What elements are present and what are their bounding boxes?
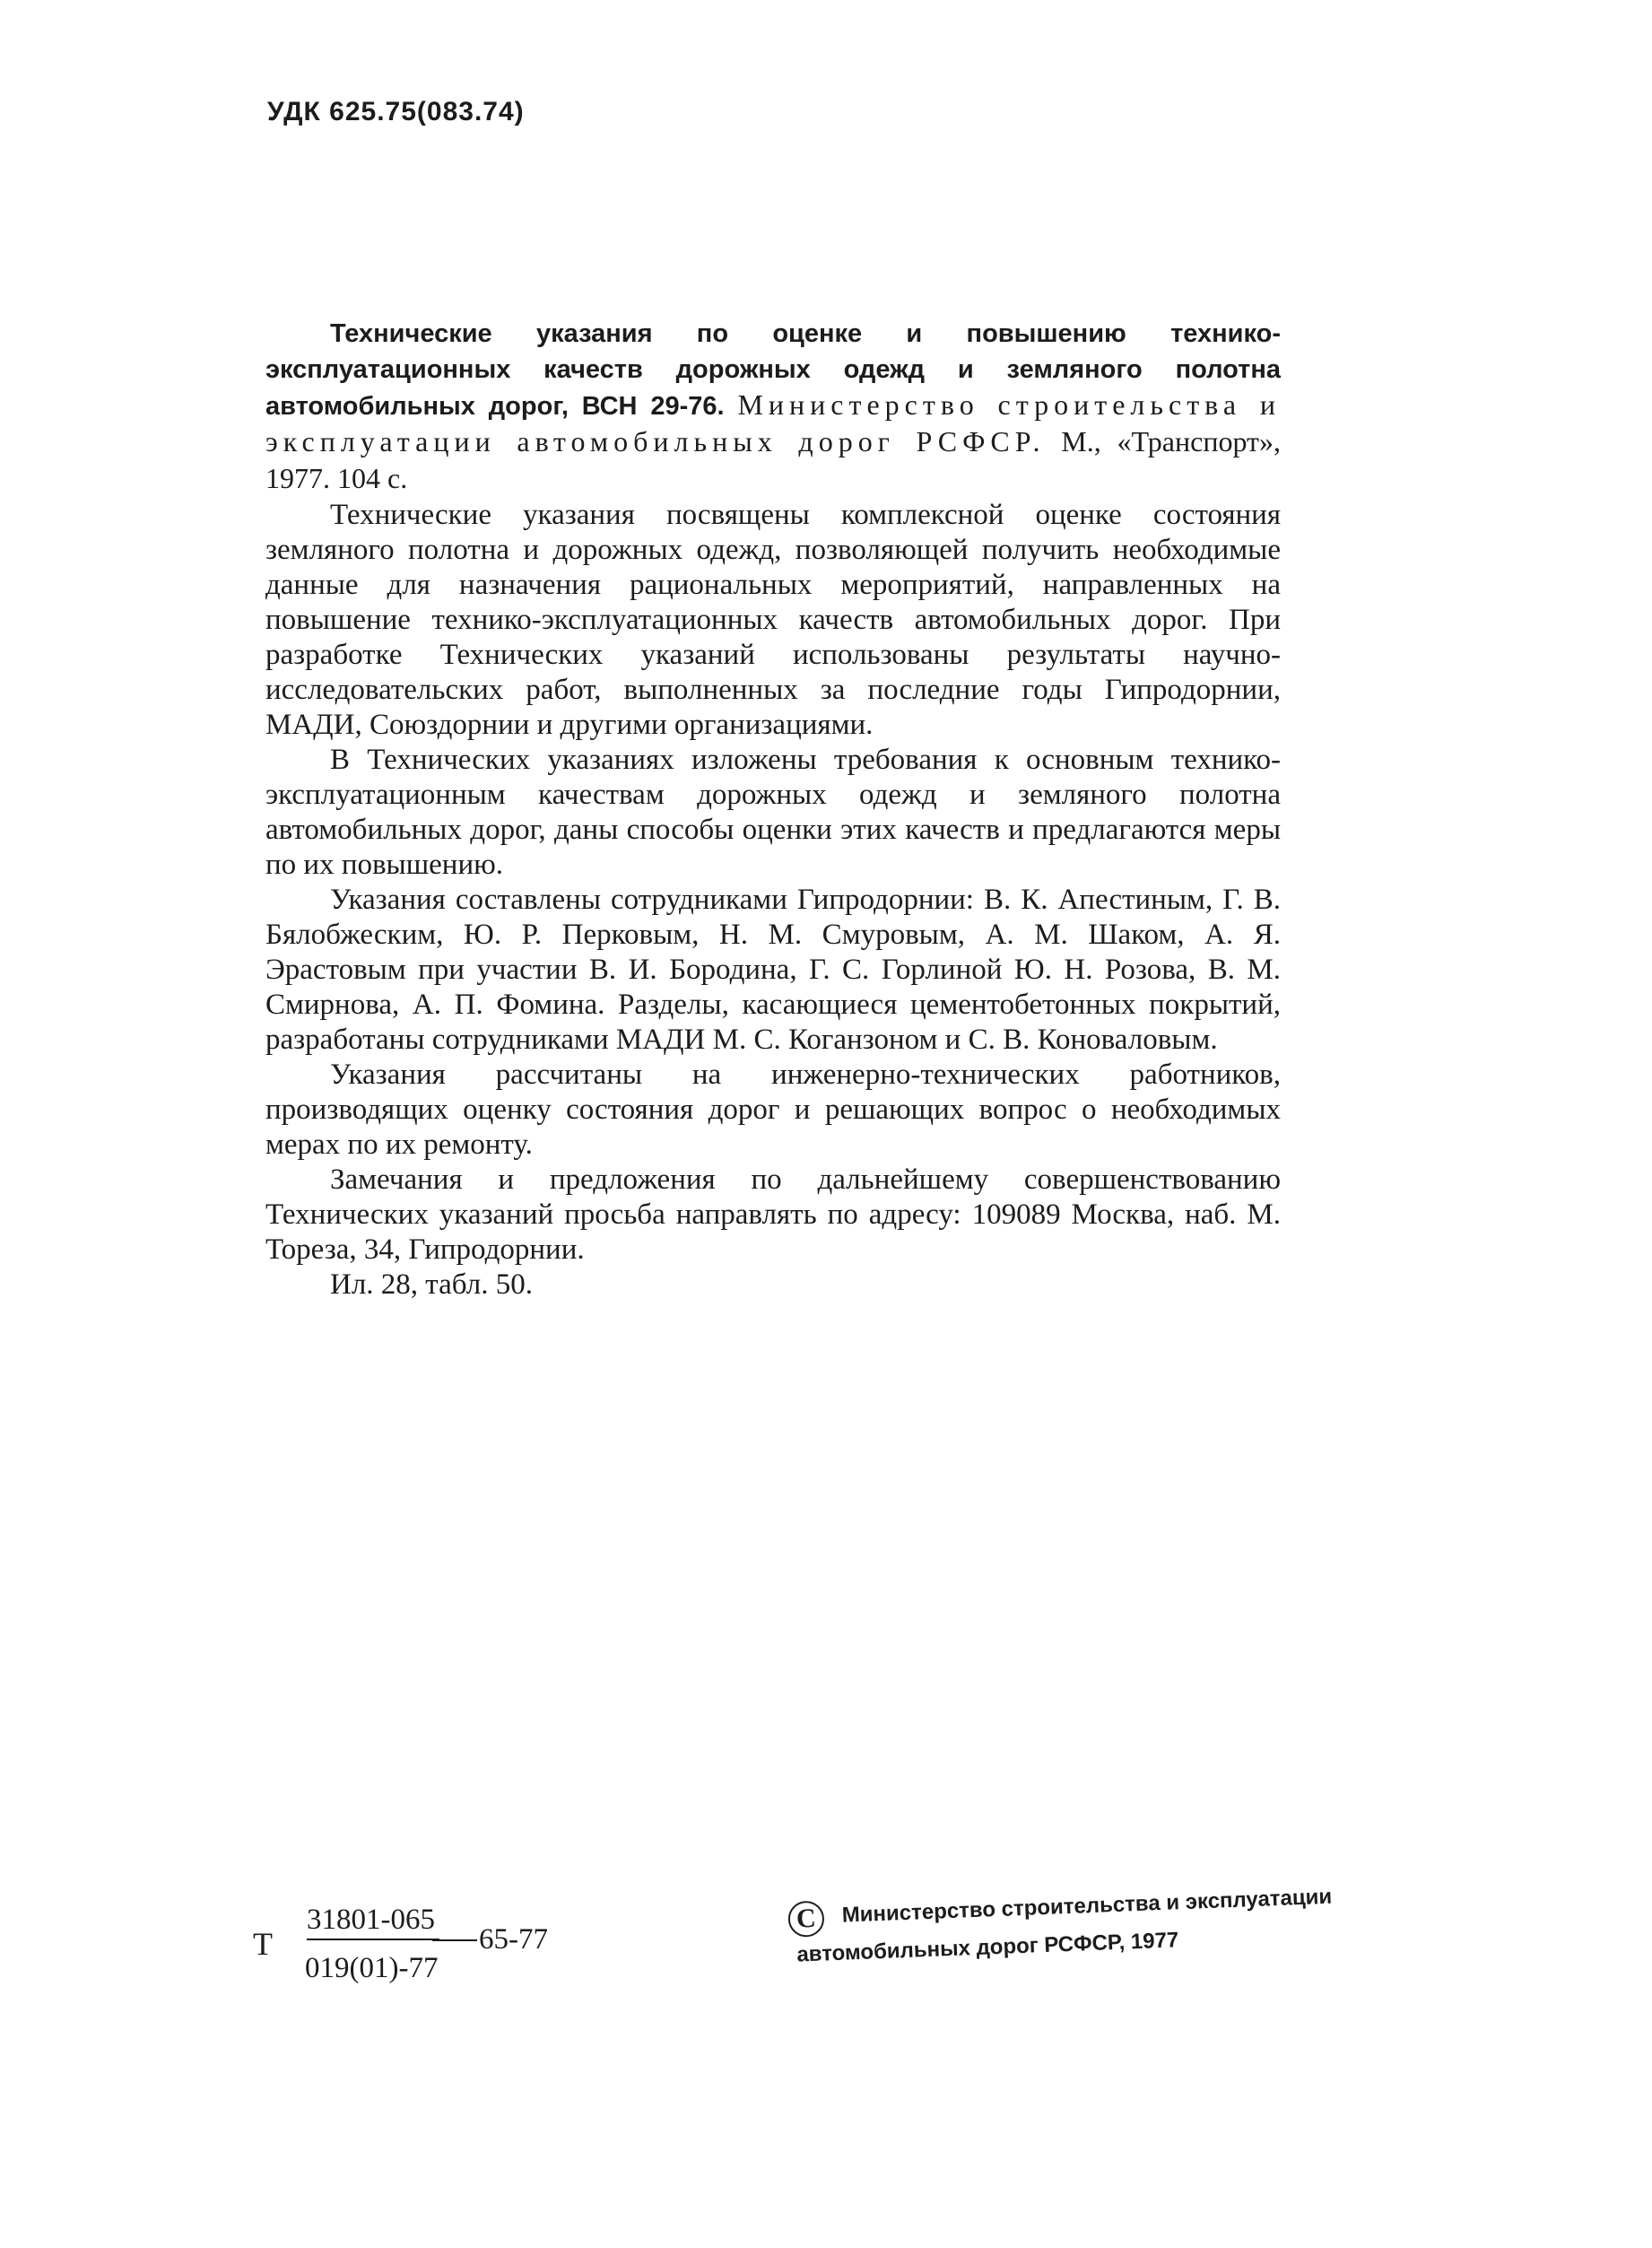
abstract-paragraph-feedback: Замечания и предложения по дальнейшему совершенствованию Технических указаний просьба направлять по адресу: 109089 Москва, наб. М. Тореза, 34, Гипродорнии. [265, 1163, 1281, 1266]
copyright-line-2: автомобильных дорог РСФСР, 1977 [796, 1928, 1179, 1967]
copyright-icon: С [787, 1900, 825, 1938]
bibliographic-publisher: Министерство строительства и эксплуатации автомобильных дорог РСФСР. [265, 388, 1281, 457]
udk-code: УДК 625.75(083.74) [267, 97, 525, 126]
catalog-index [253, 1904, 594, 2011]
abstract-paragraph-contents: В Технических указаниях изложены требования к основным технико-эксплуатационным качествам дорожных одежд и земляного полотна автомобильных дорог, даны способы оценки этих качеств и предлагаются меры по их повышению. [265, 744, 1281, 881]
catalog-index-code: 65-77 [479, 1923, 548, 1956]
catalog-index-numerator: 31801-065 [307, 1904, 439, 1940]
abstract-paragraph-authors: Указания составлены сотрудниками Гипродорнии: В. К. Апестиным, Г. В. Бялобжеским, Ю. Р. Перковым, Н. М. Смуровым, А. М. Шаком, А. Я. Эрастовым при участии В. И. Бородина, Г. С. Горлиной Ю. Н. Розова, В. М. Смирнова, А. П. Фомина. Разделы, касающиеся цементобетонных покрытий, разработаны сотрудниками МАДИ М. С. Коганзоном и С. В. Коноваловым. [265, 884, 1281, 1056]
catalog-index-rule [432, 1939, 477, 1941]
copyright-notice [787, 1872, 1473, 1997]
abstract-paragraph-audience: Указания рассчитаны на инженерно-технических работников, производящих оценку состояния дорог и решающих вопрос о необходимых мерах по их ремонту. [265, 1059, 1281, 1161]
catalog-index-denominator: 019(01)-77 [305, 1952, 439, 1984]
abstract [265, 316, 1281, 1303]
bibliographic-imprint: М., «Транспорт», 1977. 104 с. [265, 425, 1282, 494]
bibliographic-entry [265, 316, 1281, 498]
copyright-line-1: Министерство строительства и эксплуатации [841, 1884, 1333, 1928]
abstract-paragraph-illustrations: Ил. 28, табл. 50. [330, 1268, 533, 1301]
catalog-index-prefix: Т [253, 1926, 273, 1962]
abstract-paragraph-purpose: Технические указания посвящены комплексной оценке состояния земляного полотна и дорожных одежд, позволяющей получить необходимые данные для назначения рациональных мероприятий, направленных на повышение технико-эксплуатационных качеств автомобильных дорог. При разработке Технических указаний использованы результаты научно-исследовательских работ, выполненных за последние годы Гипродорнии, МАДИ, Союздорнии и другими организациями. [265, 499, 1281, 741]
bibliographic-title: Технические указания по оценке и повышению технико-эксплуатационных качеств дорожных одежд и земляного полотна автомобильных дорог, ВСН 29-76. [265, 319, 1281, 421]
